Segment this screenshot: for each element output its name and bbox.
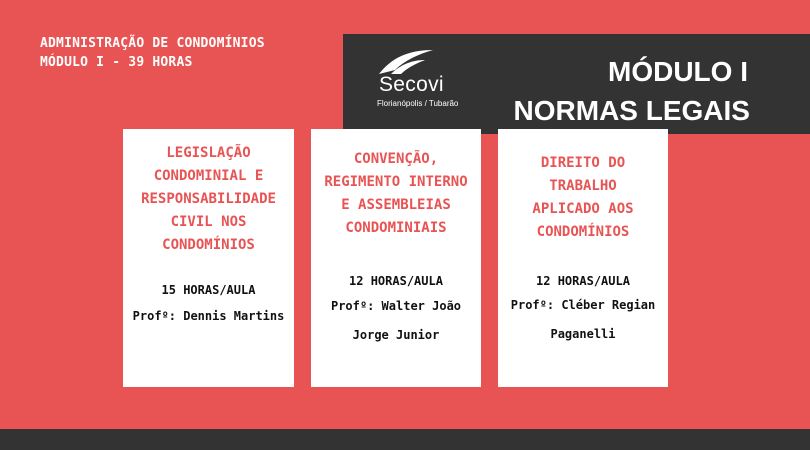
card-title-line: CONDOMINIAL E (153, 168, 264, 184)
card-professor-line: Profº: Walter João (330, 299, 462, 313)
card-professor (311, 292, 481, 350)
module-title-line-2: NORMAS LEGAIS (513, 95, 750, 126)
card-professor (123, 302, 294, 331)
card-title (123, 142, 294, 257)
card-title-line: APLICADO AOS (532, 201, 634, 217)
course-header (40, 34, 265, 72)
card-title-line: CONVENÇÃO, (353, 151, 439, 167)
card-title-line: CIVIL NOS (170, 214, 247, 230)
card-title-line: DIREITO DO (540, 155, 626, 171)
course-name: ADMINISTRAÇÃO DE CONDOMÍNIOS (40, 36, 265, 51)
course-card (123, 129, 294, 387)
card-professor (498, 291, 668, 349)
card-professor-line: Paganelli (550, 327, 616, 341)
card-hours: 12 HORAS/AULA (536, 274, 630, 288)
card-title (498, 152, 668, 244)
course-card (311, 129, 481, 387)
card-title-line: TRABALHO (549, 178, 617, 194)
module-title (514, 52, 748, 130)
card-professor-line: Profº: Cléber Regian (510, 298, 656, 312)
card-title-line: RESPONSABILIDADE (141, 191, 276, 207)
card-title-line: CONDOMINIAIS (345, 220, 447, 236)
card-professor-line: Jorge Junior (352, 328, 440, 342)
card-title-line: REGIMENTO INTERNO (324, 174, 468, 190)
module-hours: MÓDULO I - 39 HORAS (40, 55, 193, 70)
card-hours: 15 HORAS/AULA (161, 283, 256, 297)
module-banner (343, 34, 810, 134)
card-title-line: LEGISLAÇÃO (166, 145, 251, 161)
footer-bar (0, 429, 810, 450)
card-title (311, 148, 481, 240)
module-title-line-1: MÓDULO I (608, 56, 748, 87)
logo-wordmark: Secovi (379, 73, 444, 96)
card-professor-line: Profº: Dennis Martins (132, 309, 285, 323)
card-title-line: CONDOMÍNIOS (536, 224, 630, 240)
course-card (498, 129, 668, 387)
logo-subtitle: Florianópolis / Tubarão (377, 99, 459, 108)
card-hours: 12 HORAS/AULA (349, 274, 443, 288)
card-title-line: CONDOMÍNIOS (162, 237, 255, 253)
secovi-logo (367, 48, 467, 108)
card-title-line: E ASSEMBLEIAS (341, 197, 451, 213)
